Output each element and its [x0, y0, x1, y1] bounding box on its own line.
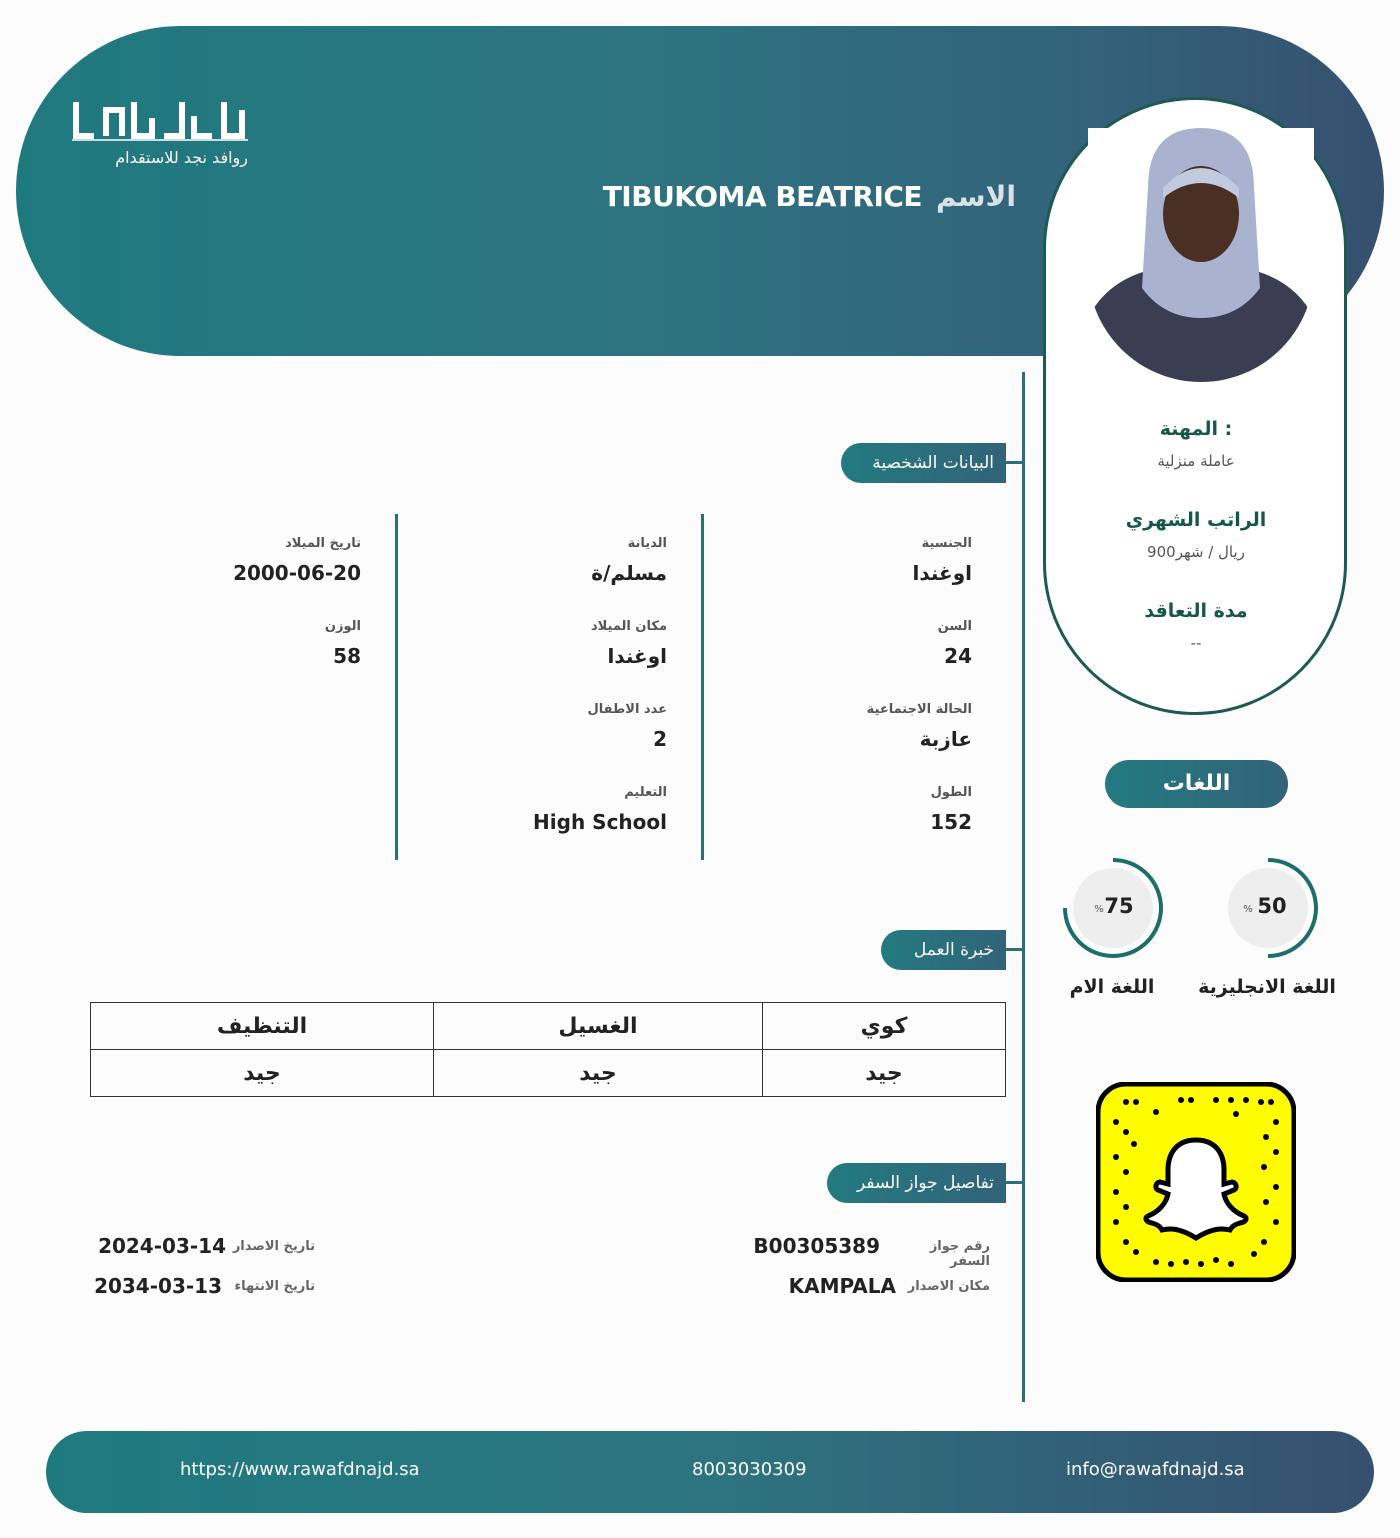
contract-label: مدة التعاقد: [1144, 600, 1248, 622]
birthplace-value: اوغندا: [607, 644, 667, 668]
name-value: TIBUKOMA BEATRICE: [602, 180, 923, 213]
vertical-divider: [1022, 372, 1025, 1402]
religion-label: الديانة: [627, 536, 667, 551]
languages-heading: اللغات: [1105, 760, 1288, 808]
height-value: 152: [930, 810, 972, 834]
marital-status-label: الحالة الاجتماعية: [866, 702, 972, 717]
age-value: 24: [944, 644, 972, 668]
section-experience: خبرة العمل: [881, 930, 1006, 970]
issue-place-value: KAMPALA: [788, 1274, 896, 1298]
table-row: [91, 1003, 1006, 1050]
contract-value: --: [1190, 634, 1202, 652]
column-divider: [395, 514, 398, 860]
section-connector: [1006, 461, 1023, 464]
religion-value: مسلم/ة: [591, 561, 667, 585]
candidate-name: [603, 180, 1016, 213]
dob-label: تاريخ الميلاد: [285, 536, 361, 551]
skill-level: جيد: [434, 1050, 763, 1097]
english-progress-ring: [1216, 856, 1320, 960]
children-label: عدد الاطفال: [587, 702, 667, 717]
company-logo-text: روافد نجد للاستقدام: [115, 148, 248, 167]
height-label: الطول: [930, 785, 972, 800]
skill-header: التنظيف: [91, 1003, 434, 1050]
education-label: التعليم: [624, 785, 667, 800]
section-connector: [1006, 948, 1023, 951]
dob-value: 2000-06-20: [233, 561, 361, 585]
skill-header: الغسيل: [434, 1003, 763, 1050]
profession-value: عاملة منزلية: [1157, 452, 1235, 470]
section-connector: [1006, 1181, 1023, 1184]
mother-tongue-label: اللغة الام: [1069, 976, 1155, 998]
salary-label: الراتب الشهري: [1125, 509, 1267, 531]
profession-label: المهنة :: [1159, 418, 1233, 440]
mother-tongue-value: 75: [1104, 894, 1134, 918]
skills-table: [90, 1002, 1006, 1097]
english-unit: %: [1243, 904, 1253, 915]
footer-email-link[interactable]: info@rawafdnajd.sa: [1066, 1459, 1245, 1480]
skill-level: جيد: [763, 1050, 1006, 1097]
table-row: [91, 1050, 1006, 1097]
issue-place-label: مكان الاصدار: [907, 1279, 990, 1294]
english-label: اللغة الانجليزية: [1198, 976, 1336, 998]
issue-date-value: 2024-03-14: [98, 1234, 226, 1258]
section-personal: البيانات الشخصية: [841, 443, 1006, 483]
age-label: السن: [937, 619, 972, 634]
skill-level: جيد: [91, 1050, 434, 1097]
salary-value: 900ريال / شهر: [1147, 543, 1245, 561]
column-divider: [701, 514, 704, 860]
nationality-label: الجنسية: [921, 536, 972, 551]
expiry-date-label: تاريخ الانتهاء: [234, 1279, 315, 1294]
candidate-photo: [1088, 128, 1314, 382]
weight-value: 58: [333, 644, 361, 668]
english-value: 50: [1257, 894, 1287, 918]
passport-number-label: رقم جواز السفر: [929, 1239, 990, 1269]
skill-header: كوي: [763, 1003, 1006, 1050]
name-label: الاسم: [936, 180, 1016, 213]
footer-phone[interactable]: 8003030309: [692, 1459, 807, 1480]
section-passport: تفاصيل جواز السفر: [827, 1163, 1006, 1203]
expiry-date-value: 2034-03-13: [94, 1274, 222, 1298]
footer-website-link[interactable]: https://www.rawafdnajd.sa: [180, 1459, 420, 1480]
children-value: 2: [653, 727, 667, 751]
education-value: High School: [533, 810, 667, 834]
birthplace-label: مكان الميلاد: [590, 619, 667, 634]
weight-label: الوزن: [324, 619, 361, 634]
snapcode-icon[interactable]: [1096, 1082, 1296, 1282]
mother-tongue-unit: %: [1094, 904, 1104, 915]
company-logo-icon: [72, 96, 248, 142]
passport-number-value: B00305389: [753, 1234, 880, 1258]
nationality-value: اوغندا: [912, 561, 972, 585]
marital-status-value: عازبة: [919, 727, 972, 751]
mother-tongue-progress-ring: [1061, 856, 1165, 960]
issue-date-label: تاريخ الاصدار: [232, 1239, 315, 1254]
